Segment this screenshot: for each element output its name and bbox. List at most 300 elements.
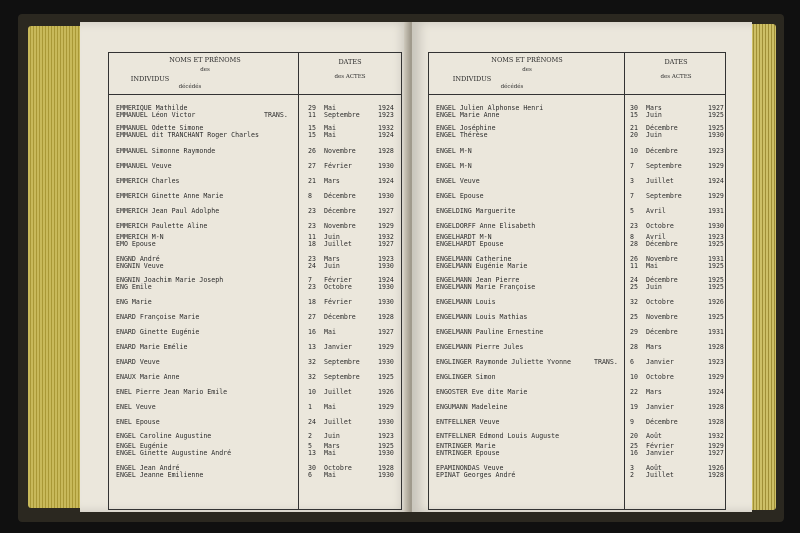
entry-name: ENGOSTER Eve dite Marie: [436, 388, 528, 396]
entry-name: ENGELMANN Eugénie Marie: [436, 262, 528, 270]
entry-month: Janvier: [646, 358, 674, 366]
register-row: [116, 418, 402, 427]
entry-name: ENEL Veuve: [116, 403, 156, 411]
left-header-names-title: NOMS ET PRÉNOMS: [169, 56, 241, 64]
entry-month: Septembre: [324, 358, 360, 366]
entry-month: Novembre: [646, 313, 678, 321]
entry-year: 1929: [708, 442, 724, 450]
entry-day: 16: [308, 328, 316, 336]
entry-year: 1925: [378, 373, 394, 381]
entry-day: 6: [630, 358, 634, 366]
register-row: [116, 177, 402, 186]
register-row: [116, 111, 402, 120]
entry-day: 30: [630, 104, 638, 112]
entry-name: ENGEL Marie Anne: [436, 111, 500, 119]
entry-day: 29: [630, 328, 638, 336]
entry-year: 1929: [708, 192, 724, 200]
entry-day: 16: [630, 449, 638, 457]
entry-month: Mars: [646, 343, 662, 351]
register-row: [436, 262, 736, 271]
entry-year: 1930: [378, 283, 394, 291]
entry-day: 15: [308, 131, 316, 139]
entry-year: 1932: [378, 233, 394, 241]
entry-name: EMMERIQUE Mathilde: [116, 104, 188, 112]
right-page-edges: [748, 24, 776, 510]
entry-day: 7: [630, 192, 634, 200]
entry-year: 1928: [378, 464, 394, 472]
entry-name: ENARD Françoise Marie: [116, 313, 200, 321]
entry-day: 11: [308, 233, 316, 241]
entry-name: EMMANUEL Simonne Raymonde: [116, 147, 216, 155]
register-row: [116, 328, 402, 337]
entry-name: ENGELMANN Pauline Ernestine: [436, 328, 544, 336]
entry-month: Mai: [324, 449, 336, 457]
entry-name: EMMERICH Ginette Anne Marie: [116, 192, 224, 200]
left-header-des: des: [200, 67, 210, 73]
entry-name: ENGND André: [116, 255, 160, 263]
register-row: [436, 388, 736, 397]
entry-month: Décembre: [646, 328, 678, 336]
entry-year: 1929: [378, 343, 394, 351]
entry-day: 29: [308, 104, 316, 112]
register-row: [436, 111, 736, 120]
entry-month: Mars: [324, 255, 340, 263]
entry-month: Janvier: [646, 449, 674, 457]
entry-month: Juillet: [646, 177, 674, 185]
entry-name: ENGELMANN Louis Mathias: [436, 313, 528, 321]
register-row: [116, 471, 402, 480]
register-row: [116, 358, 402, 367]
right-header-des: des: [522, 67, 532, 73]
entry-name: ENGELMANN Louis: [436, 298, 496, 306]
right-page: [412, 22, 752, 512]
entry-year: 1924: [708, 177, 724, 185]
entry-name: ENG Marie: [116, 298, 152, 306]
entry-year: 1924: [378, 104, 394, 112]
entry-month: Avril: [646, 233, 666, 241]
entry-day: 28: [630, 343, 638, 351]
entry-name: ENGEL Caroline Augustine: [116, 432, 212, 440]
entry-name: EMMANUEL dit TRANCHANT Roger Charles: [116, 131, 259, 139]
entry-month: Mai: [324, 131, 336, 139]
register-row: [116, 207, 402, 216]
register-row: [116, 343, 402, 352]
register-row: [116, 388, 402, 397]
entry-year: 1930: [378, 162, 394, 170]
entry-name: ENGNIN Veuve: [116, 262, 164, 270]
register-row: [116, 373, 402, 382]
entry-day: 22: [630, 388, 638, 396]
register-row: [436, 177, 736, 186]
entry-day: 23: [308, 283, 316, 291]
entry-month: Octobre: [324, 464, 352, 472]
register-row: [116, 432, 402, 441]
entry-day: 25: [630, 283, 638, 291]
entry-year: 1930: [378, 262, 394, 270]
entry-name: ENGELHARDT M-N: [436, 233, 492, 241]
left-header-decedes: décédés: [178, 84, 202, 90]
entry-month: Décembre: [324, 192, 356, 200]
register-row: [436, 313, 736, 322]
entry-year: 1928: [708, 343, 724, 351]
entry-name: ENGNIN Joachim Marie Joseph: [116, 276, 224, 284]
register-row: [116, 222, 402, 231]
entry-day: 26: [630, 255, 638, 263]
entry-name: ENTFELLNER Veuve: [436, 418, 500, 426]
entry-day: 3: [630, 464, 634, 472]
entry-name: ENTRINGER Epouse: [436, 449, 500, 457]
entry-day: 3: [630, 177, 634, 185]
entry-month: Décembre: [324, 207, 356, 215]
entry-name: ENGELMANN Marie Françoise: [436, 283, 536, 291]
entry-month: Juin: [646, 283, 662, 291]
entry-month: Mai: [324, 124, 336, 132]
register-row: [436, 358, 736, 367]
entry-day: 26: [308, 147, 316, 155]
left-page: [80, 22, 410, 512]
register-row: [116, 131, 402, 140]
entry-year: 1923: [378, 432, 394, 440]
entry-month: Janvier: [646, 403, 674, 411]
entry-day: 32: [630, 298, 638, 306]
entry-name: ENGEL Epouse: [436, 192, 484, 200]
entry-day: 1: [308, 403, 312, 411]
entry-day: 24: [308, 262, 316, 270]
entry-year: 1923: [378, 255, 394, 263]
entry-year: 1926: [378, 388, 394, 396]
entry-month: Février: [324, 276, 352, 284]
entry-name: EMMERICH M-N: [116, 233, 164, 241]
entry-month: Janvier: [324, 343, 352, 351]
entry-year: 1928: [708, 471, 724, 479]
entry-name: ENGEL Thérèse: [436, 131, 488, 139]
entry-year: 1929: [378, 222, 394, 230]
entry-month: Décembre: [646, 147, 678, 155]
entry-year: 1925: [708, 276, 724, 284]
entry-name: ENGEL Ginette Augustine André: [116, 449, 232, 457]
entry-year: 1930: [378, 471, 394, 479]
entry-name: ENEL Epouse: [116, 418, 160, 426]
entry-month: Décembre: [646, 418, 678, 426]
register-row: [436, 240, 736, 249]
entry-name: ENGELHARDT Epouse: [436, 240, 504, 248]
entry-day: 19: [630, 403, 638, 411]
entry-trans-note: TRANS.: [594, 358, 618, 366]
entry-month: Décembre: [646, 240, 678, 248]
entry-day: 5: [308, 442, 312, 450]
register-row: [116, 449, 402, 458]
entry-name: ENTFELLNER Edmond Louis Auguste: [436, 432, 560, 440]
entry-month: Novembre: [324, 147, 356, 155]
entry-day: 25: [630, 442, 638, 450]
entry-name: ENGELMANN Catherine: [436, 255, 512, 263]
entry-day: 15: [630, 111, 638, 119]
entry-month: Mai: [324, 471, 336, 479]
register-row: [436, 131, 736, 140]
entry-name: EMMERICH Paulette Aline: [116, 222, 208, 230]
entry-year: 1924: [378, 276, 394, 284]
register-row: [436, 418, 736, 427]
entry-month: Novembre: [324, 222, 356, 230]
entry-month: Juillet: [324, 240, 352, 248]
entry-month: Octobre: [646, 298, 674, 306]
entry-name: ENAUX Marie Anne: [116, 373, 180, 381]
register-row: [436, 162, 736, 171]
entry-name: ENGELMANN Jean Pierre: [436, 276, 520, 284]
entry-day: 21: [630, 124, 638, 132]
right-header-decedes: décédés: [500, 84, 524, 90]
entry-name: ENGLINGER Simon: [436, 373, 496, 381]
entry-name: ENGELDORFF Anne Elisabeth: [436, 222, 536, 230]
entry-name: ENGEL Eugénie: [116, 442, 168, 450]
entry-name: ENGEL M-N: [436, 147, 472, 155]
entry-month: Décembre: [324, 313, 356, 321]
entry-year: 1924: [378, 131, 394, 139]
entry-name: EPAMINONDAS Veuve: [436, 464, 504, 472]
entry-year: 1930: [708, 131, 724, 139]
entry-name: ENARD Veuve: [116, 358, 160, 366]
entry-year: 1930: [378, 358, 394, 366]
entry-year: 1927: [708, 449, 724, 457]
entry-day: 13: [308, 449, 316, 457]
entry-day: 28: [630, 240, 638, 248]
entry-day: 8: [630, 233, 634, 241]
left-header-dates-sub: des ACTES: [334, 74, 366, 80]
entry-year: 1932: [708, 432, 724, 440]
entry-name: ENTRINGER Marie: [436, 442, 496, 450]
left-page-edges: [28, 26, 84, 508]
entry-year: 1930: [708, 222, 724, 230]
entry-year: 1928: [378, 147, 394, 155]
entry-day: 11: [630, 262, 638, 270]
register-row: [116, 403, 402, 412]
entry-name: ENGELMANN Pierre Jules: [436, 343, 524, 351]
left-header-individus: INDIVIDUS: [130, 75, 170, 83]
register-row: [436, 343, 736, 352]
entry-year: 1930: [378, 192, 394, 200]
entry-day: 7: [630, 162, 634, 170]
entry-day: 21: [308, 177, 316, 185]
register-row: [116, 298, 402, 307]
entry-year: 1930: [378, 418, 394, 426]
entry-year: 1925: [708, 313, 724, 321]
entry-month: Septembre: [324, 111, 360, 119]
entry-month: Février: [646, 442, 674, 450]
entry-month: Mai: [324, 104, 336, 112]
entry-year: 1923: [708, 233, 724, 241]
entry-year: 1923: [378, 111, 394, 119]
entry-day: 8: [308, 192, 312, 200]
entry-day: 10: [630, 147, 638, 155]
register-row: [436, 283, 736, 292]
entry-year: 1925: [378, 442, 394, 450]
entry-month: Décembre: [646, 276, 678, 284]
entry-day: 32: [308, 373, 316, 381]
entry-day: 11: [308, 111, 316, 119]
entry-day: 23: [308, 255, 316, 263]
entry-day: 27: [308, 162, 316, 170]
entry-name: ENARD Marie Emélie: [116, 343, 188, 351]
entry-day: 32: [308, 358, 316, 366]
entry-name: EMMANUEL Odette Simone: [116, 124, 204, 132]
entry-year: 1929: [708, 162, 724, 170]
entry-month: Mai: [646, 262, 658, 270]
entry-year: 1932: [378, 124, 394, 132]
entry-year: 1927: [378, 328, 394, 336]
entry-day: 24: [630, 276, 638, 284]
entry-month: Novembre: [646, 255, 678, 263]
entry-year: 1929: [378, 403, 394, 411]
entry-year: 1930: [378, 298, 394, 306]
entry-name: EMMANUEL Léon Victor: [116, 111, 196, 119]
entry-year: 1925: [708, 283, 724, 291]
entry-month: Octobre: [646, 373, 674, 381]
entry-month: Août: [646, 432, 662, 440]
entry-name: ENG Emile: [116, 283, 152, 291]
entry-month: Décembre: [646, 124, 678, 132]
register-row: [436, 192, 736, 201]
entry-year: 1925: [708, 262, 724, 270]
entry-name: EPINAT Georges André: [436, 471, 516, 479]
register-row: [116, 313, 402, 322]
entry-year: 1925: [708, 240, 724, 248]
entry-day: 10: [308, 388, 316, 396]
entry-month: Octobre: [646, 222, 674, 230]
right-header-dates-title: DATES: [664, 58, 688, 66]
entry-day: 18: [308, 240, 316, 248]
entry-month: Mars: [324, 442, 340, 450]
entry-name: EMMERICH Jean Paul Adolphe: [116, 207, 220, 215]
entry-name: ENGEL Jean André: [116, 464, 180, 472]
entry-year: 1923: [708, 147, 724, 155]
register-row: [436, 449, 736, 458]
register-row: [116, 283, 402, 292]
entry-year: 1926: [708, 464, 724, 472]
entry-year: 1927: [708, 104, 724, 112]
entry-year: 1931: [708, 255, 724, 263]
register-row: [116, 262, 402, 271]
entry-day: 5: [630, 207, 634, 215]
register-row: [436, 373, 736, 382]
entry-month: Mai: [324, 328, 336, 336]
register-row: [436, 403, 736, 412]
entry-day: 2: [630, 471, 634, 479]
entry-day: 9: [630, 418, 634, 426]
entry-month: Août: [646, 464, 662, 472]
register-row: [436, 222, 736, 231]
register-row: [116, 147, 402, 156]
entry-name: ENARD Ginette Eugénie: [116, 328, 200, 336]
entry-year: 1928: [708, 403, 724, 411]
entry-day: 18: [308, 298, 316, 306]
entry-year: 1923: [708, 358, 724, 366]
entry-month: Juin: [324, 432, 340, 440]
entry-year: 1925: [708, 111, 724, 119]
register-row: [436, 432, 736, 441]
entry-year: 1926: [708, 298, 724, 306]
entry-day: 2: [308, 432, 312, 440]
entry-month: Juillet: [324, 388, 352, 396]
entry-name: ENGELDING Marguerite: [436, 207, 516, 215]
entry-month: Septembre: [646, 192, 682, 200]
entry-name: EMMERICH Charles: [116, 177, 180, 185]
entry-name: EMO Epouse: [116, 240, 156, 248]
right-header-divider: [428, 94, 726, 95]
entry-year: 1924: [378, 177, 394, 185]
entry-year: 1931: [708, 328, 724, 336]
entry-day: 23: [308, 207, 316, 215]
entry-day: 13: [308, 343, 316, 351]
register-row: [116, 192, 402, 201]
entry-day: 23: [308, 222, 316, 230]
entry-day: 6: [308, 471, 312, 479]
entry-year: 1928: [378, 313, 394, 321]
entry-day: 27: [308, 313, 316, 321]
entry-name: ENGUMANN Madeleine: [436, 403, 508, 411]
entry-year: 1924: [708, 388, 724, 396]
register-row: [436, 147, 736, 156]
entry-name: EMMANUEL Veuve: [116, 162, 172, 170]
register-row: [436, 207, 736, 216]
entry-year: 1925: [708, 124, 724, 132]
entry-month: Mars: [646, 104, 662, 112]
entry-month: Mai: [324, 403, 336, 411]
entry-month: Février: [324, 162, 352, 170]
entry-month: Juillet: [324, 418, 352, 426]
entry-year: 1931: [708, 207, 724, 215]
entry-month: Février: [324, 298, 352, 306]
entry-month: Juin: [646, 111, 662, 119]
entry-year: 1929: [708, 373, 724, 381]
register-row: [116, 240, 402, 249]
entry-year: 1928: [708, 418, 724, 426]
left-header-dates-title: DATES: [338, 58, 362, 66]
register-row: [436, 328, 736, 337]
right-header-names-title: NOMS ET PRÉNOMS: [491, 56, 563, 64]
entry-day: 7: [308, 276, 312, 284]
entry-day: 10: [630, 373, 638, 381]
entry-month: Juin: [324, 262, 340, 270]
entry-name: ENGLINGER Raymonde Juliette Yvonne: [436, 358, 571, 366]
entry-month: Septembre: [646, 162, 682, 170]
entry-day: 25: [630, 313, 638, 321]
entry-day: 20: [630, 131, 638, 139]
entry-year: 1927: [378, 207, 394, 215]
right-header-individus: INDIVIDUS: [452, 75, 492, 83]
register-row: [436, 298, 736, 307]
entry-name: ENGEL Joséphine: [436, 124, 496, 132]
entry-day: 15: [308, 124, 316, 132]
left-header-divider: [108, 94, 402, 95]
entry-day: 24: [308, 418, 316, 426]
entry-month: Juin: [324, 233, 340, 241]
entry-day: 23: [630, 222, 638, 230]
entry-name: ENGEL Julien Alphonse Henri: [436, 104, 544, 112]
entry-name: ENEL Pierre Jean Mario Emile: [116, 388, 228, 396]
entry-name: ENGEL Veuve: [436, 177, 480, 185]
register-row: [116, 162, 402, 171]
entry-month: Juin: [646, 131, 662, 139]
entry-day: 30: [308, 464, 316, 472]
register-row: [436, 471, 736, 480]
entry-month: Septembre: [324, 373, 360, 381]
entry-month: Mars: [324, 177, 340, 185]
entry-month: Mars: [646, 388, 662, 396]
entry-trans-note: TRANS.: [264, 111, 288, 119]
entry-day: 20: [630, 432, 638, 440]
entry-month: Juillet: [646, 471, 674, 479]
entry-month: Avril: [646, 207, 666, 215]
